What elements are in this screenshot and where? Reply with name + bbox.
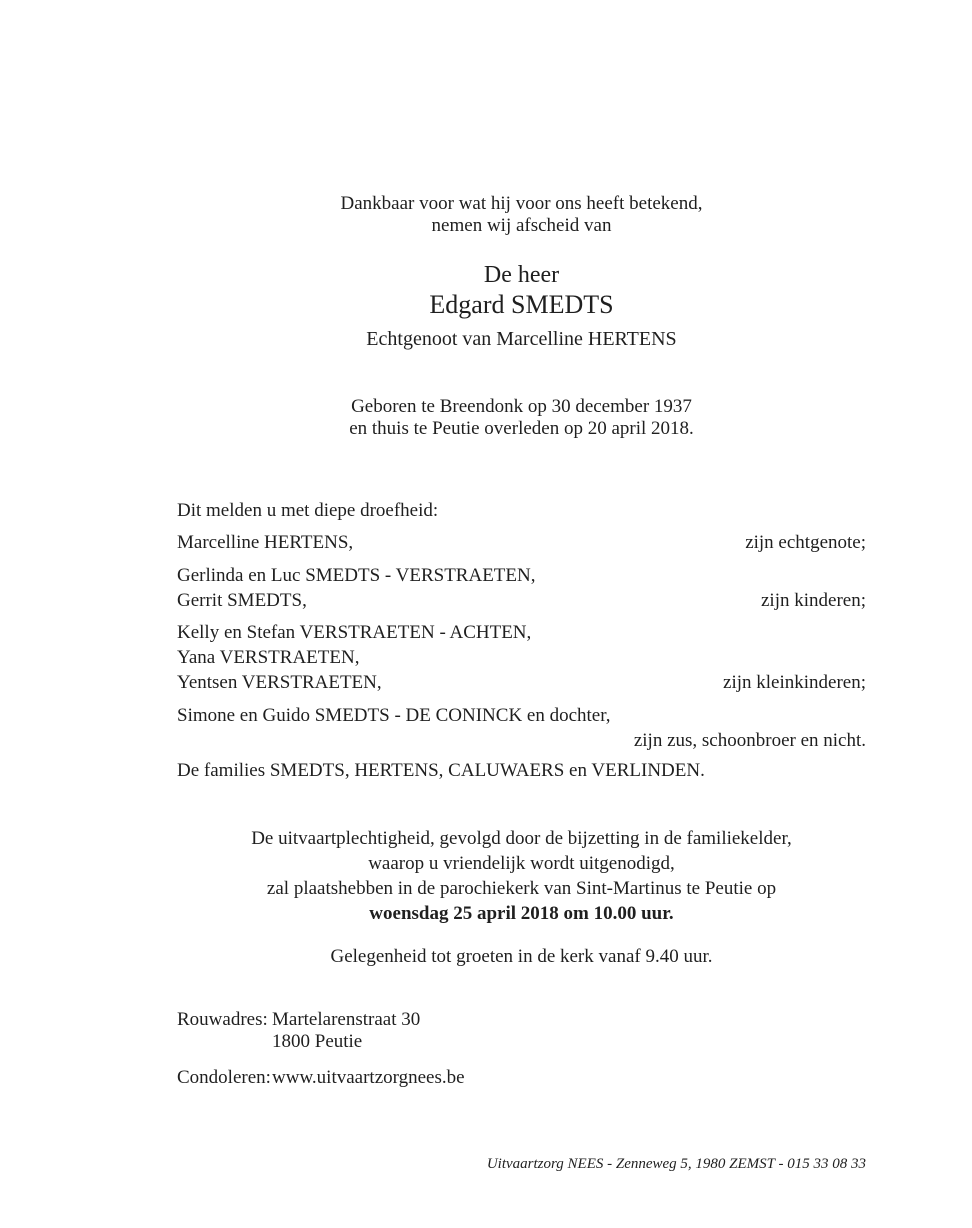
mourning-address-city: 1800 Peutie [272,1031,363,1052]
family-group-grandchildren [177,620,866,695]
intro-line-2: nemen wij afscheid van [431,215,612,236]
family-group-children [177,563,866,613]
family-name: Yana VERSTRAETEN, [177,647,360,668]
deceased-salutation: De heer [483,262,560,288]
family-names [177,530,353,555]
condolences-url: www.uitvaartzorgnees.be [272,1067,465,1088]
family-name: Kelly en Stefan VERSTRAETEN - ACHTEN, [177,622,532,643]
ceremony-line-1: De uitvaartplechtigheid, gevolgd door de bijzetting in de familiekelder, [251,828,792,849]
condolences-label: Condoleren: [177,1067,271,1088]
family-relation: zijn zus, schoonbroer en nicht. [633,730,866,751]
mourning-address-street: Martelarenstraat 30 [272,1009,421,1030]
family-names [177,620,531,695]
family-names [177,703,866,728]
ceremony-line-2: waarop u vriendelijk wordt uitgenodigd, [368,853,675,874]
spouse-line: Echtgenoot van Marcelline HERTENS [366,328,677,350]
family-name: Simone en Guido SMEDTS - DE CONINCK en dochter, [177,705,611,726]
announcement-line: Dit melden u met diepe droefheid: [177,500,439,521]
family-relation: zijn echtgenote; [745,532,866,553]
family-relation: zijn kinderen; [761,590,866,611]
family-name: Gerrit SMEDTS, [177,590,307,611]
ceremony-line-3: zal plaatshebben in de parochiekerk van Sint-Martinus te Peutie op [266,878,777,899]
birth-line: Geboren te Breendonk op 30 december 1937 [351,396,692,417]
dates-paragraph [177,396,866,440]
condolences-row [177,1067,866,1089]
mourning-address-value [272,1009,420,1053]
funeral-home-footer: Uitvaartzorg NEES - Zenneweg 5, 1980 ZEMST - 015 33 08 33 [486,1156,866,1172]
greeting-line: Gelegenheid tot groeten in de kerk vanaf 9.40 uur. [330,946,713,967]
intro-line-1: Dankbaar voor wat hij voor ons heeft betekend, [340,193,703,214]
family-names [177,563,536,613]
mourning-address-label: Rouwadres: [177,1009,268,1030]
family-name: Gerlinda en Luc SMEDTS - VERSTRAETEN, [177,565,536,586]
family-relation: zijn kleinkinderen; [723,672,866,693]
family-group-spouse [177,530,866,555]
ceremony-paragraph [177,826,866,926]
family-name: Yentsen VERSTRAETEN, [177,672,382,693]
death-line: en thuis te Peutie overleden op 20 april 2018. [349,418,694,439]
family-name: Marcelline HERTENS, [177,532,354,553]
deceased-name: Edgard SMEDTS [429,290,614,319]
intro-paragraph [177,193,866,237]
mourning-address-row [177,1009,866,1053]
family-group-sister [177,703,866,753]
families-line: De families SMEDTS, HERTENS, CALUWAERS en VERLINDEN. [177,760,705,781]
ceremony-datetime: woensdag 25 april 2018 om 10.00 uur. [369,903,674,924]
